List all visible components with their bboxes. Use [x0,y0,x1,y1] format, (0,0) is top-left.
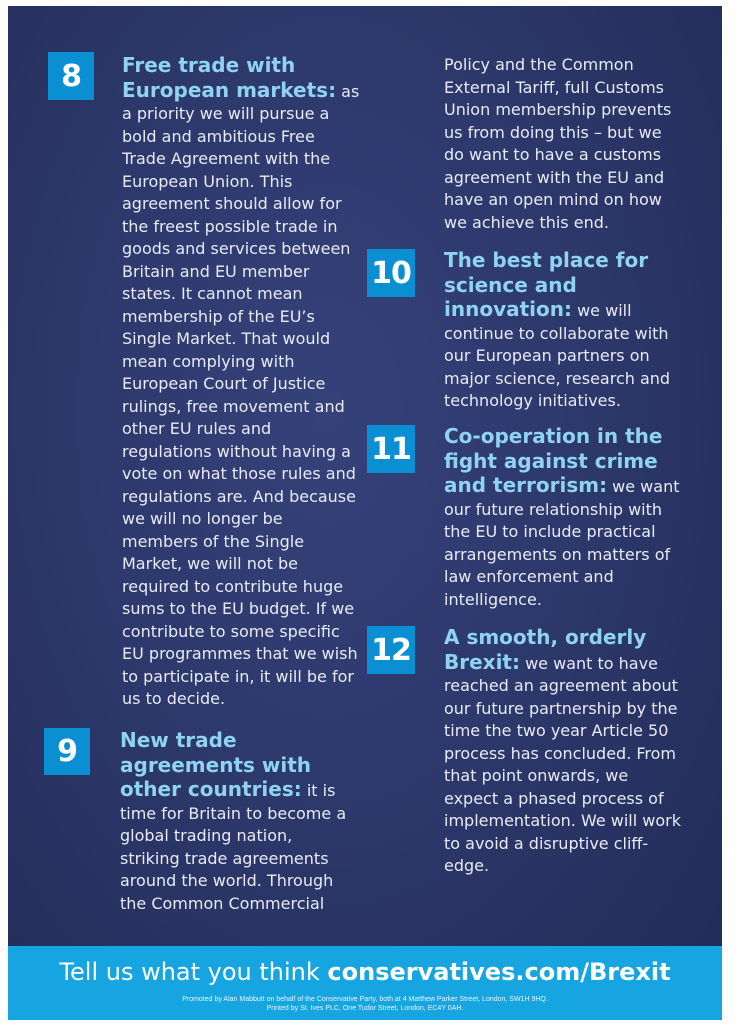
legal-line-1: Promoted by Alan Mabbutt on behalf of the Conservative Party, both at 4 Matthew Parker Street, London, SW1H 9HQ. [182,996,548,1003]
point-12-body: we want to have reached an agreement about our future partnership by the time the two year Article 50 process has concluded. From that point onwards, we expect a phased process of implementation. We will work to avoid a disruptive cliff-edge. [444,653,681,875]
footer-banner [8,946,722,1020]
cta-link[interactable]: conservatives.com/Brexit [327,958,671,986]
point-9-continued-body: Policy and the Common External Tariff, full Customs Union membership prevents us from doing this – but we do want to have a customs agreement with the EU and have an open mind on how we achieve this end. [444,55,672,232]
call-to-action [8,958,722,986]
point-12 [444,626,684,878]
point-8-heading: Free trade with European markets: [122,53,337,102]
point-number-11: 11 [367,425,415,473]
point-9-continued [444,54,684,234]
point-10-heading: The best place for science and innovation: [444,248,649,321]
legal-imprint [8,995,722,1013]
point-11-body: we want our future relationship with the EU to include practical arrangements on matters of law enforcement and intelligence. [444,477,680,609]
point-11 [444,425,684,611]
point-9-heading: New trade agreements with other countries: [120,728,312,801]
point-11-heading: Co-operation in the fight against crime and terrorism: [444,424,663,497]
leaflet-page [8,6,722,1020]
point-12-heading: A smooth, orderly Brexit: [444,625,647,674]
point-number-8: 8 [48,52,94,100]
point-number-12: 12 [367,626,415,674]
point-number-9: 9 [44,728,90,775]
point-10 [444,249,684,413]
legal-line-2: Printed by St. Ives PLC, One Tudor Street, London, EC4Y 0AH. [266,1005,464,1012]
point-number-10: 10 [367,249,415,297]
point-10-body: we will continue to collaborate with our European partners on major science, research and technology initiatives. [444,301,671,410]
point-9-body: it is time for Britain to become a global trading nation, striking trade agreements around the world. Through the Common Commercial [120,781,347,913]
point-8 [122,54,362,711]
point-9 [120,729,352,915]
cta-text: Tell us what you think [59,958,328,986]
point-8-body: as a priority we will pursue a bold and ambitious Free Trade Agreement with the European Union. This agreement should allow for the freest possible trade in goods and services between Britain and EU member states. It cannot mean membership of the EU’s Single Market. That would mean complying with European Court of Justice rulings, free movement and other EU rules and regulations without having a vote on what those rules and regulations are. And because we will no longer be members of the Single Market, we will not be required to contribute huge sums to the EU budget. If we contribute to some specific EU programmes that we wish to participate in, it will be for us to decide. [122,81,360,708]
